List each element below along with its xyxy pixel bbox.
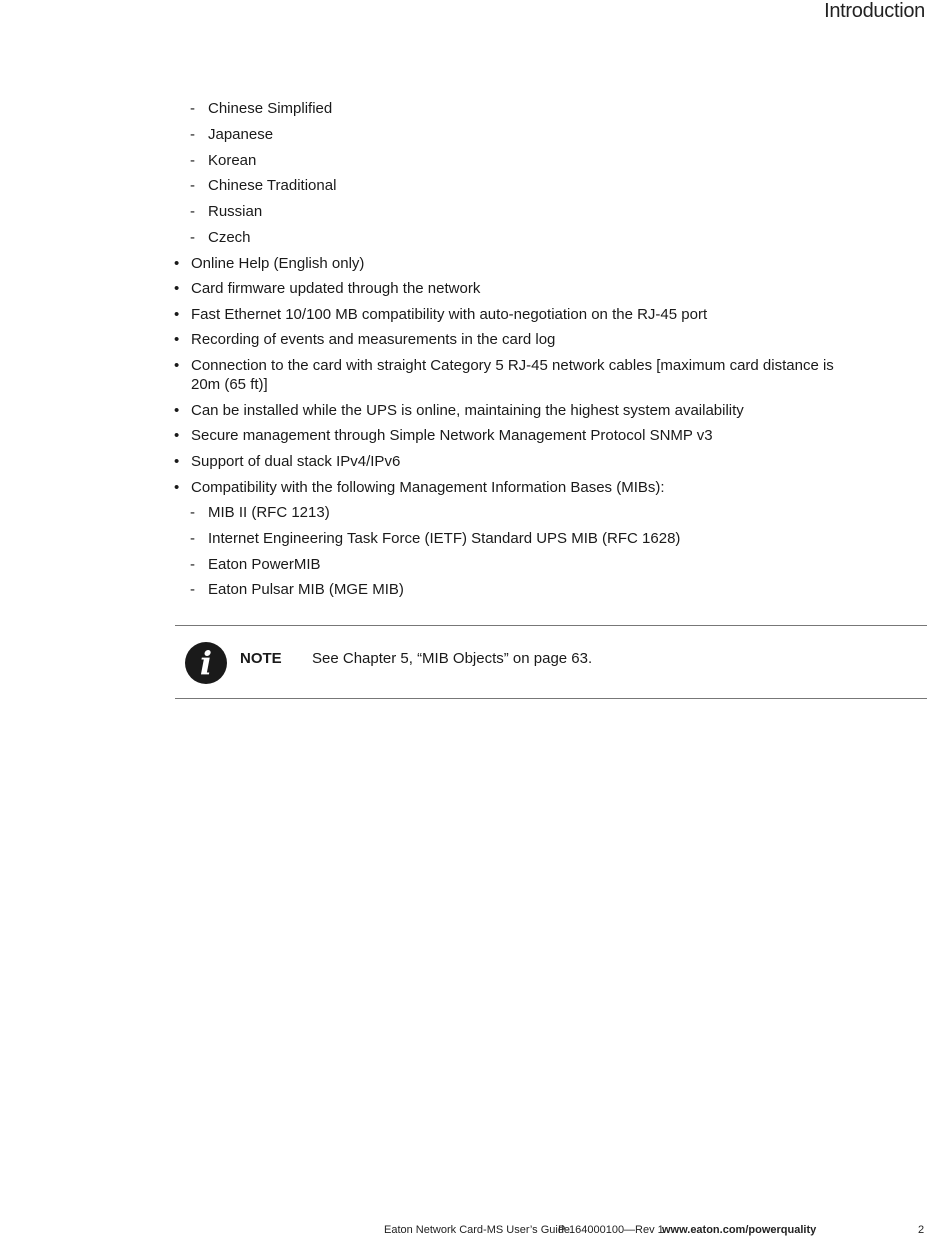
bullet-marker: • (174, 331, 180, 348)
footer-url: www.eaton.com/powerquality (662, 1224, 817, 1236)
bullet-marker: • (174, 479, 180, 496)
list-item (174, 305, 860, 324)
section-title: Introduction (824, 0, 925, 22)
list-item-text: Chinese Simplified (208, 100, 333, 117)
sub-list-item (190, 99, 860, 118)
footer-guide-title: Eaton Network Card-MS User’s Guide (384, 1224, 571, 1236)
sub-list-item (190, 228, 860, 247)
bullet-marker: • (174, 357, 180, 374)
dash-marker: - (190, 530, 195, 547)
list-item-text: MIB II (RFC 1213) (208, 504, 330, 521)
list-item (174, 254, 860, 273)
dash-marker: - (190, 229, 195, 246)
bullet-marker: • (174, 402, 180, 419)
bullet-marker: • (174, 427, 180, 444)
page-number: 2 (918, 1224, 925, 1236)
list-item (174, 426, 860, 445)
sub-list-item (190, 503, 860, 522)
list-item-text: Chinese Traditional (208, 177, 337, 194)
list-item (174, 401, 860, 420)
bullet-marker: • (174, 255, 180, 272)
list-item (174, 478, 860, 497)
list-item-text: Korean (208, 152, 257, 169)
dash-marker: - (190, 177, 195, 194)
dash-marker: - (190, 581, 195, 598)
list-item-text: Support of dual stack IPv4/IPv6 (191, 453, 401, 470)
list-item-text: Secure management through Simple Network Management Protocol SNMP v3 (191, 427, 713, 444)
sub-list-item (190, 580, 860, 599)
list-item-text: Czech (208, 229, 251, 246)
list-item-text: Internet Engineering Task Force (IETF) Standard UPS MIB (RFC 1628) (208, 530, 681, 547)
list-item-text: Connection to the card with straight Category 5 RJ-45 network cables [maximum card distance is 20m (65 ft)] (191, 357, 834, 393)
dash-marker: - (190, 100, 195, 117)
dash-marker: - (190, 126, 195, 143)
sub-list-item (190, 176, 860, 195)
dash-marker: - (190, 504, 195, 521)
info-icon: i (185, 642, 227, 684)
list-item-text: Eaton PowerMIB (208, 556, 321, 573)
dash-marker: - (190, 203, 195, 220)
list-item-text: Japanese (208, 126, 274, 143)
note-text: See Chapter 5, “MIB Objects” on page 63. (312, 650, 593, 667)
list-item (174, 452, 860, 471)
list-item-text: Can be installed while the UPS is online, maintaining the highest system availability (191, 402, 744, 419)
sub-list-item (190, 125, 860, 144)
dash-marker: - (190, 152, 195, 169)
list-item (174, 330, 860, 349)
sub-list-item (190, 202, 860, 221)
sub-list-item (190, 151, 860, 170)
bullet-marker: • (174, 453, 180, 470)
sub-list-item (190, 555, 860, 574)
list-item-text: Fast Ethernet 10/100 MB compatibility with auto-negotiation on the RJ-45 port (191, 306, 708, 323)
bullet-marker: • (174, 280, 180, 297)
list-item-text: Compatibility with the following Management Information Bases (MIBs): (191, 479, 665, 496)
note-box (175, 625, 927, 699)
list-item-text: Card firmware updated through the network (191, 280, 481, 297)
list-item-text: Eaton Pulsar MIB (MGE MIB) (208, 581, 404, 598)
note-label: NOTE (240, 650, 282, 667)
bullet-marker: • (174, 306, 180, 323)
footer-part-number: P-164000100—Rev 1 (558, 1224, 664, 1236)
list-item-text: Recording of events and measurements in the card log (191, 331, 556, 348)
dash-marker: - (190, 556, 195, 573)
list-item (174, 279, 860, 298)
list-item-text: Online Help (English only) (191, 255, 365, 272)
list-item (174, 356, 860, 394)
sub-list-item (190, 529, 860, 548)
list-item-text: Russian (208, 203, 263, 220)
